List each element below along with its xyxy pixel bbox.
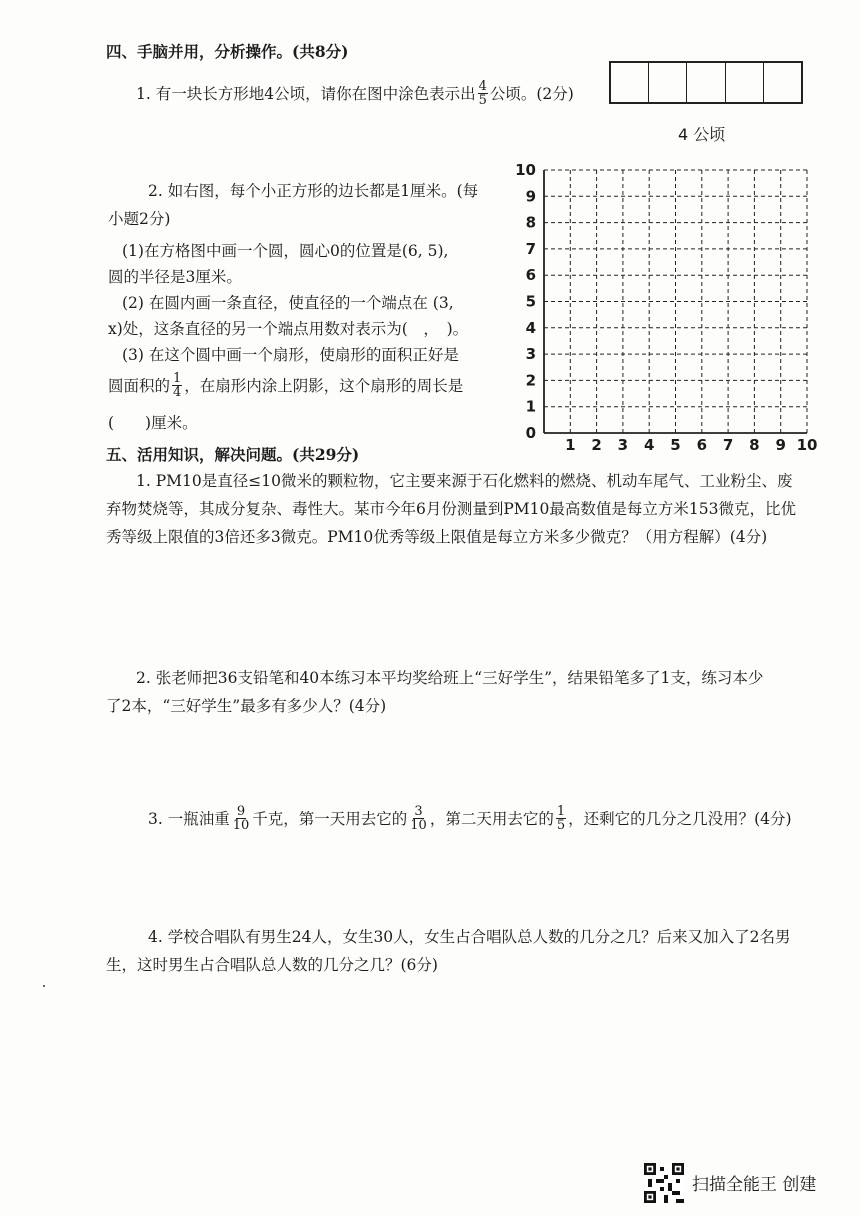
- fraction: [232, 805, 251, 832]
- x-tick-label: 1: [565, 436, 576, 454]
- y-tick-label: 6: [525, 266, 536, 285]
- s4-q2-p2-a: (2) 在圆内画一条直径，使直径的一个端点在 (3,: [122, 294, 454, 312]
- fraction: [409, 805, 428, 832]
- y-tick-label: 3: [525, 345, 536, 364]
- x-tick-label: 9: [775, 436, 786, 454]
- s5-q3-mid2: ，第二天用去它的: [429, 809, 554, 828]
- frac-den: 10: [410, 818, 427, 833]
- frac-num: 1: [556, 804, 566, 819]
- frac-den: 5: [556, 818, 566, 833]
- s5-q2-line-a: 2. 张老师把36支铅笔和40本练习本平均奖给班上“三好学生”，结果铅笔多了1支，练习本少: [136, 669, 764, 687]
- y-tick-label: 2: [525, 371, 536, 390]
- y-tick-label: 1: [525, 397, 536, 416]
- s5-q4-line-b: 生，这时男生占合唱队总人数的几分之几？(6分): [106, 956, 438, 974]
- fraction: [556, 805, 566, 832]
- coordinate-grid[interactable]: [515, 150, 818, 454]
- s4-q2-p3-b: [108, 372, 463, 399]
- x-tick-label: 8: [749, 436, 760, 454]
- frac-num: 1: [173, 371, 182, 386]
- y-tick-label: 4: [525, 318, 536, 337]
- s5-q3: [148, 805, 792, 832]
- s4-q2-p3-c: ( )厘米。: [108, 414, 198, 432]
- x-tick-label: 3: [617, 436, 629, 454]
- section5-heading: 五、活用知识，解决问题。(共29分): [106, 445, 360, 464]
- x-tick-label: 6: [696, 436, 708, 454]
- frac-den: 4: [173, 385, 182, 400]
- scan-speck: [43, 985, 45, 987]
- x-tick-label: 5: [670, 436, 681, 454]
- y-tick-label: 5: [525, 292, 536, 311]
- s5-q1-line-c: 秀等级上限值的3倍还多3微克。PM10优秀等级上限值是每立方米多少微克？（用方程解）(4分): [106, 528, 768, 546]
- rect-cell[interactable]: [649, 63, 687, 102]
- s5-q1-line-a: 1. PM10是直径≤10微米的颗粒物，它主要来源于石化燃料的燃烧、机动车尾气、工业粉尘、废: [136, 472, 793, 490]
- s4-q2-p3-a: (3) 在这个圆中画一个扇形，使扇形的面积正好是: [122, 346, 459, 364]
- s4-q2-p1-a: (1)在方格图中画一个圆，圆心0的位置是(6, 5),: [122, 242, 449, 260]
- frac-den: 10: [232, 818, 250, 833]
- y-tick-label: 8: [525, 213, 536, 232]
- s5-q3-post: ，还剩它的几分之几没用？(4分): [568, 809, 792, 828]
- s4-q2-p2-b: x)处，这条直径的另一个端点用数对表示为( ， )。: [108, 320, 469, 338]
- s5-q3-pre: 3. 一瓶油重: [148, 809, 230, 828]
- frac-den: 5: [478, 93, 487, 108]
- frac-num: 4: [478, 79, 487, 94]
- section4-heading: 四、手脑并用，分析操作。(共8分): [106, 42, 349, 61]
- x-tick-label: 10: [796, 436, 818, 454]
- s4-q2-p3-b-pre: 圆面积的: [108, 376, 171, 395]
- quarter-fraction: [172, 372, 182, 399]
- rect-cell[interactable]: [611, 63, 649, 102]
- rect-cell[interactable]: [687, 63, 725, 102]
- qr-code-icon: [644, 1163, 684, 1203]
- frac-num: 3: [414, 804, 423, 819]
- s4-q2-p3-b-post: ，在扇形内涂上阴影，这个扇形的周长是: [184, 376, 464, 395]
- scanner-watermark: 扫描全能王 创建: [692, 1175, 817, 1195]
- s5-q1-line-b: 弃物焚烧等，其成分复杂、毒性大。某市今年6月份测量到PM10最高数值是每立方米153微克，比优: [106, 500, 796, 518]
- x-tick-label: 2: [591, 436, 602, 454]
- s4-q1: [136, 80, 574, 107]
- rect-cell[interactable]: [764, 63, 801, 102]
- s4-q2-intro-a: 2. 如右图，每个小正方形的边长都是1厘米。(每: [148, 182, 479, 200]
- y-tick-label: 9: [525, 187, 536, 206]
- s4-q1-text-b: 公顷。(2分): [489, 84, 574, 103]
- land-rectangle[interactable]: [609, 61, 803, 104]
- s4-q1-text-a: 1. 有一块长方形地4公顷，请你在图中涂色表示出: [136, 84, 476, 103]
- y-tick-label: 10: [515, 161, 536, 179]
- s5-q2-line-b: 了2本，“三好学生”最多有多少人？(4分): [106, 697, 387, 715]
- y-tick-label: 0: [525, 424, 536, 442]
- s4-q1-fraction: [478, 80, 488, 107]
- y-tick-label: 7: [525, 239, 536, 258]
- s5-q4-line-a: 4. 学校合唱队有男生24人，女生30人，女生占合唱队总人数的几分之几？后来又加入了2名男: [148, 928, 791, 946]
- rect-cell[interactable]: [726, 63, 764, 102]
- x-tick-label: 4: [643, 436, 655, 454]
- rect-label: 4 公顷: [678, 125, 726, 144]
- x-tick-label: 7: [722, 436, 734, 454]
- s5-q3-mid1: 千克，第一天用去它的: [252, 809, 408, 828]
- frac-num: 9: [236, 804, 246, 819]
- s4-q2-p1-b: 圆的半径是3厘米。: [108, 268, 242, 286]
- s4-q2-intro-b: 小题2分): [108, 210, 171, 228]
